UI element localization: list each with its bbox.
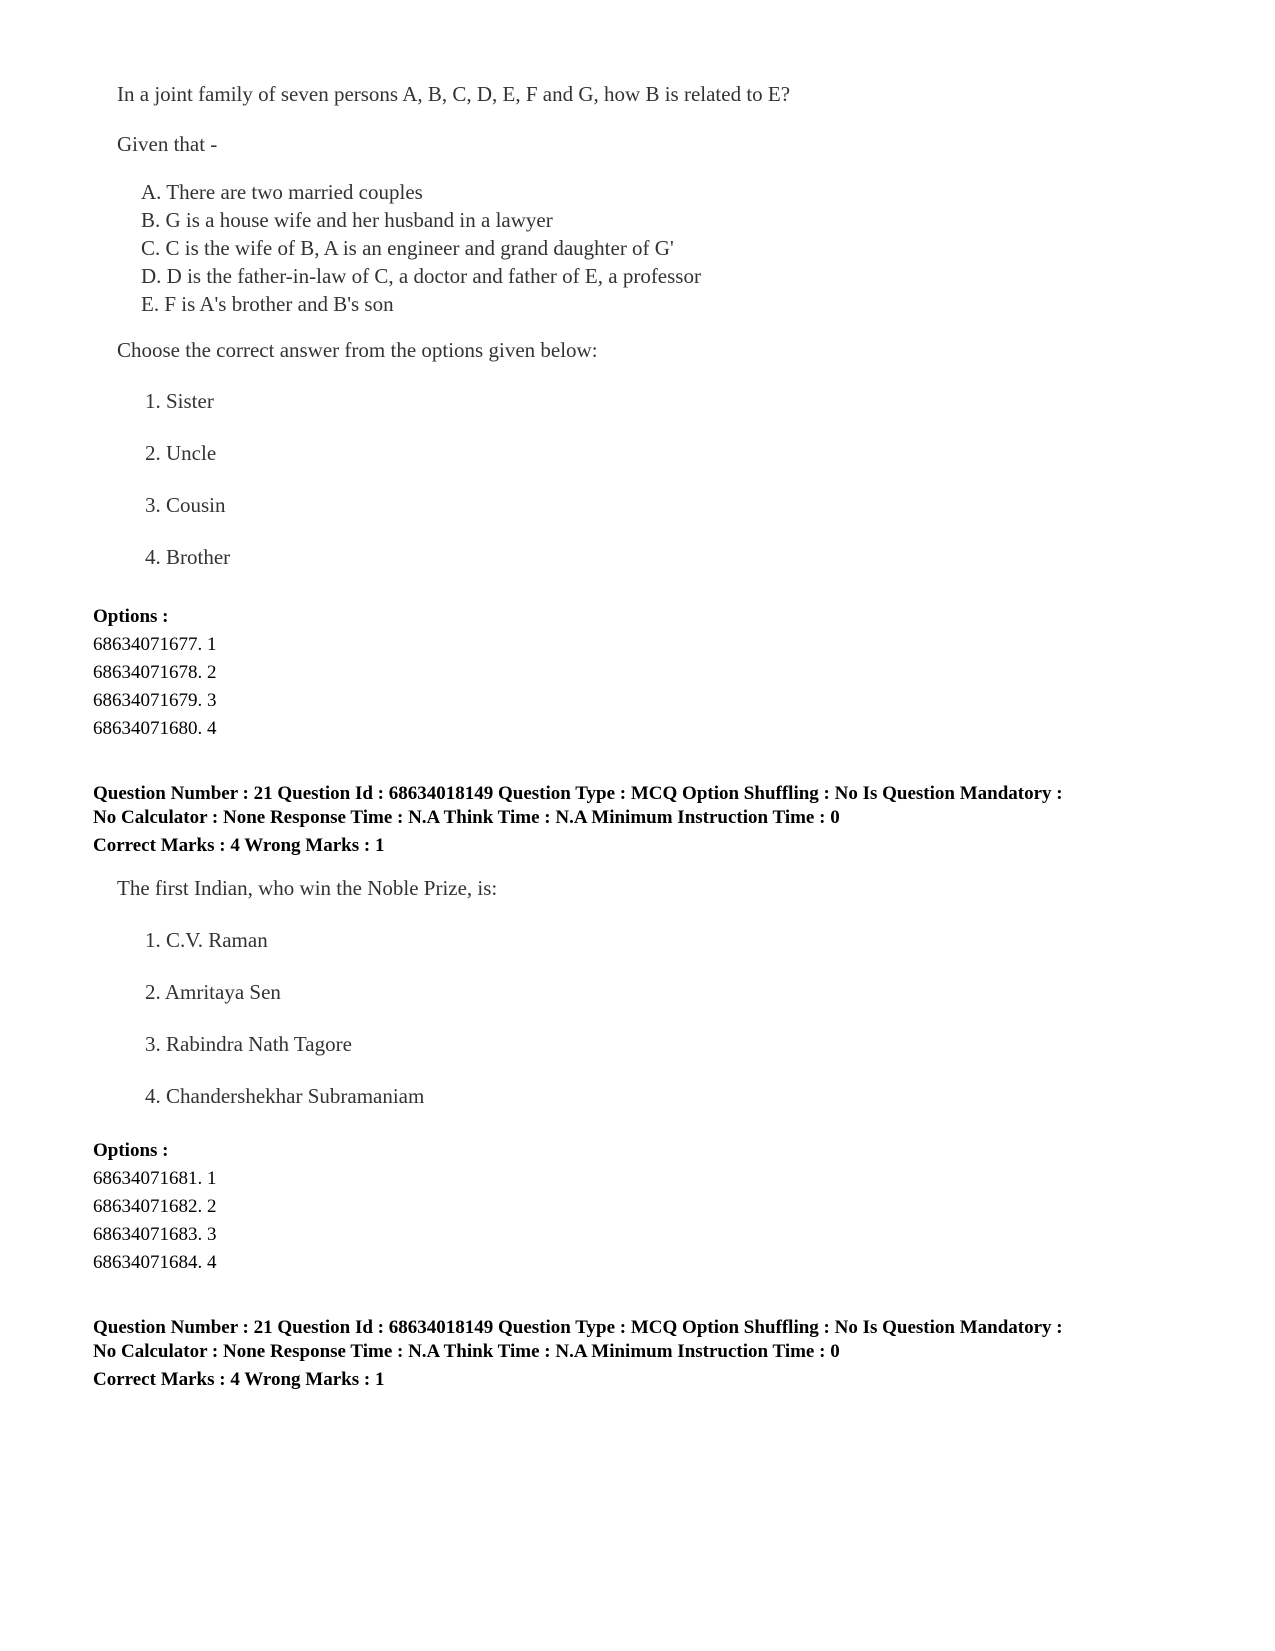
question-21-choice: 2. Amritaya Sen: [145, 980, 281, 1004]
options-title: Options :: [93, 606, 169, 627]
question-22-meta-line2: No Calculator : None Response Time : N.A Think Time : N.A Minimum Instruction Time : 0: [93, 1341, 840, 1362]
option-row: 68634071679. 3: [93, 690, 217, 711]
question-20-instruction: Choose the correct answer from the options given below:: [117, 338, 598, 362]
question-22-marks: Correct Marks : 4 Wrong Marks : 1: [93, 1369, 385, 1390]
condition-item: E. F is A's brother and B's son: [141, 292, 394, 316]
question-20-stem: In a joint family of seven persons A, B, C, D, E, F and G, how B is related to E?: [117, 82, 791, 106]
question-21-choice: 3. Rabindra Nath Tagore: [145, 1032, 352, 1056]
option-row: 68634071677. 1: [93, 634, 217, 655]
condition-item: C. C is the wife of B, A is an engineer and grand daughter of G': [141, 236, 674, 260]
question-20-choice: 2. Uncle: [145, 441, 217, 465]
option-row: 68634071684. 4: [93, 1252, 217, 1273]
option-row: 68634071683. 3: [93, 1224, 217, 1245]
condition-item: D. D is the father-in-law of C, a doctor and father of E, a professor: [141, 264, 701, 288]
question-20-given: Given that -: [117, 132, 218, 156]
question-22-meta-line1: Question Number : 21 Question Id : 68634018149 Question Type : MCQ Option Shuffling : No Is Question Mandatory :: [93, 1317, 1063, 1338]
question-21-meta-line1: Question Number : 21 Question Id : 68634018149 Question Type : MCQ Option Shuffling : No Is Question Mandatory :: [93, 783, 1063, 804]
question-20-choice: 4. Brother: [145, 545, 231, 569]
question-20-choice: 1. Sister: [145, 389, 214, 413]
question-21-stem: The first Indian, who win the Noble Prize, is:: [117, 876, 498, 900]
option-row: 68634071680. 4: [93, 718, 217, 739]
question-21-marks: Correct Marks : 4 Wrong Marks : 1: [93, 835, 385, 856]
question-21-image: [117, 874, 817, 1114]
question-21-meta-line2: No Calculator : None Response Time : N.A Think Time : N.A Minimum Instruction Time : 0: [93, 807, 840, 828]
option-row: 68634071678. 2: [93, 662, 217, 683]
options-title: Options :: [93, 1140, 169, 1161]
option-row: 68634071681. 1: [93, 1168, 217, 1189]
question-21-choice: 1. C.V. Raman: [145, 928, 268, 952]
question-20-conditions: [141, 178, 701, 318]
question-20-choice: 3. Cousin: [145, 493, 226, 517]
question-20-image: [117, 80, 917, 580]
option-row: 68634071682. 2: [93, 1196, 217, 1217]
condition-item: B. G is a house wife and her husband in a lawyer: [141, 208, 553, 232]
condition-item: A. There are two married couples: [141, 180, 423, 204]
question-21-choice: 4. Chandershekhar Subramaniam: [145, 1084, 425, 1108]
